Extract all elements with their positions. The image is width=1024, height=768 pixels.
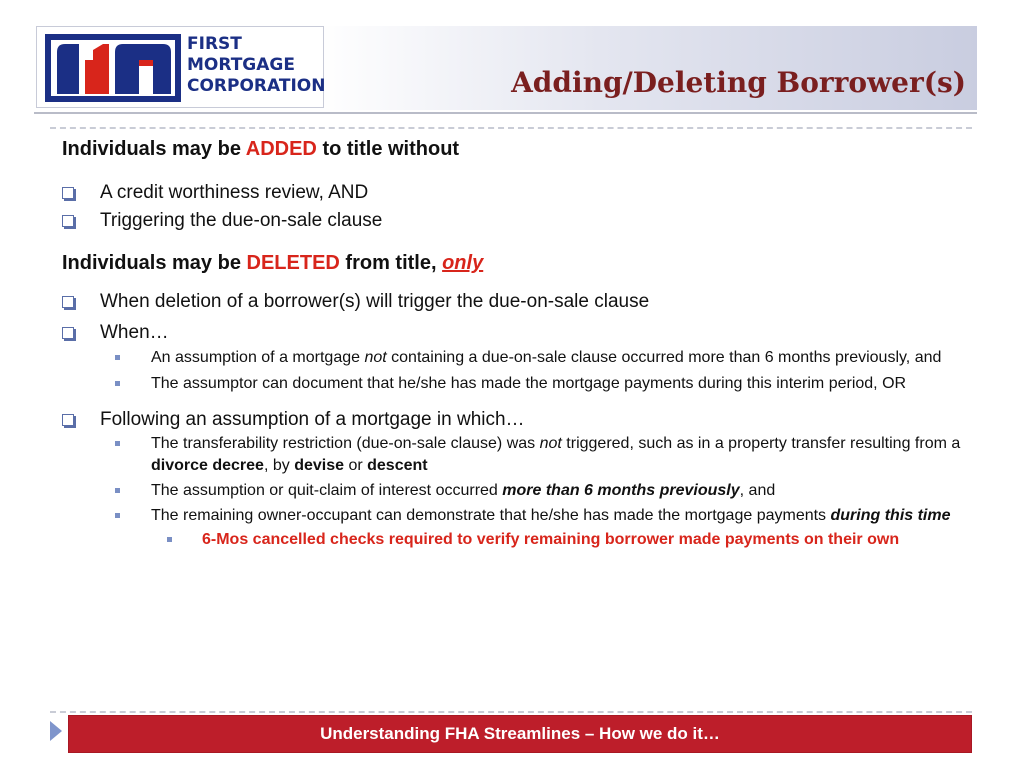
- footer-dashed-divider: [50, 711, 972, 713]
- checkbox-bullet-icon: [62, 414, 74, 426]
- sub-list-item: An assumption of a mortgage not containing a due-on-sale clause occurred more than 6 months previously, and: [62, 347, 962, 369]
- square-bullet-icon: [167, 537, 172, 542]
- square-bullet-icon: [115, 513, 120, 518]
- header-divider: [34, 112, 977, 114]
- deleted-keyword: DELETED: [246, 252, 340, 274]
- logo-line-1: FIRST: [187, 34, 242, 54]
- checkbox-bullet-icon: [62, 296, 74, 308]
- header-dashed-divider: [50, 127, 972, 129]
- square-bullet-icon: [115, 355, 120, 360]
- section-1-heading: Individuals may be ADDED to title without: [62, 138, 460, 160]
- footer-text: Understanding FHA Streamlines – How we do it…: [320, 724, 720, 743]
- logo-line-2: MORTGAGE: [187, 55, 295, 75]
- triangle-arrow-icon: [50, 721, 62, 741]
- logo-wordmark: [187, 34, 326, 97]
- sub-list-item: The assumptor can document that he/she has made the mortgage payments during this interim period, OR: [62, 373, 962, 395]
- only-keyword: only: [442, 252, 484, 274]
- added-keyword: ADDED: [245, 138, 317, 160]
- list-item: Following an assumption of a mortgage in which…: [62, 408, 962, 431]
- checkbox-bullet-icon: [62, 327, 74, 339]
- list-item: When deletion of a borrower(s) will trigger the due-on-sale clause: [62, 290, 962, 313]
- list-item: When…: [62, 321, 962, 344]
- sub-list-item: The remaining owner-occupant can demonstrate that he/she has made the mortgage payments during this time: [62, 505, 962, 527]
- checkbox-bullet-icon: [62, 187, 74, 199]
- slide-title: Adding/Deleting Borrower(s): [511, 66, 966, 99]
- list-item: Triggering the due-on-sale clause: [62, 209, 962, 232]
- checkbox-bullet-icon: [62, 215, 74, 227]
- list-item: A credit worthiness review, AND: [62, 181, 962, 204]
- square-bullet-icon: [115, 441, 120, 446]
- footer-banner: [68, 715, 972, 753]
- logo-mark-icon: [43, 32, 183, 104]
- logo-line-3: CORPORATION: [187, 76, 326, 96]
- company-logo: [36, 26, 324, 108]
- sub-list-item: The transferability restriction (due-on-sale clause) was not triggered, such as in a property transfer resulting from a divorce decree, by devise or descent: [62, 433, 962, 477]
- section-2-heading: Individuals may be DELETED from title, only: [62, 252, 484, 274]
- slide-content: [62, 136, 962, 551]
- sub-list-item: The assumption or quit-claim of interest occurred more than 6 months previously, and: [62, 480, 962, 502]
- square-bullet-icon: [115, 488, 120, 493]
- sub-sub-list-item: 6-Mos cancelled checks required to verify remaining borrower made payments on their own: [62, 529, 962, 551]
- square-bullet-icon: [115, 381, 120, 386]
